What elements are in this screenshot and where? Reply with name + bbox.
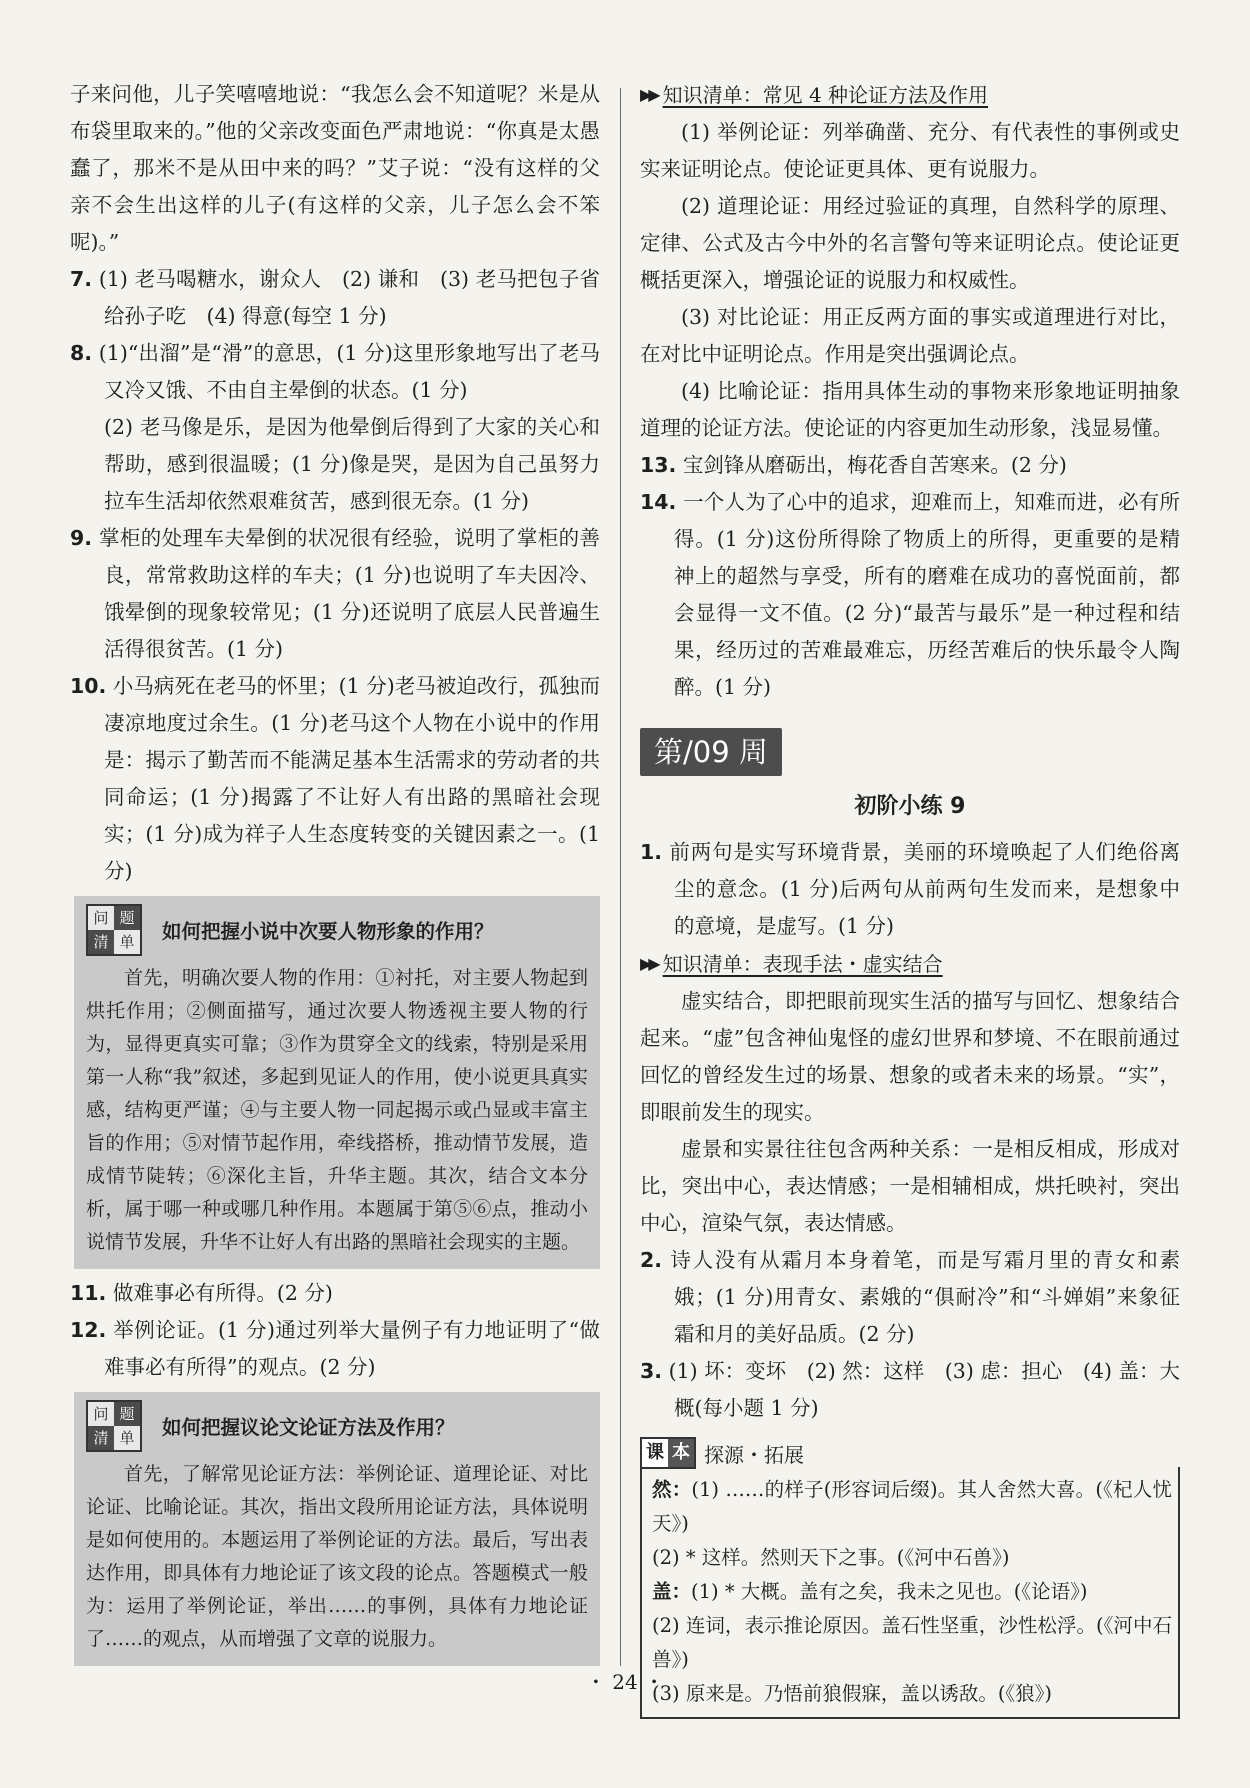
- entry-text: (1) * 大概。盖有之矣，我未之见也。(《论语》): [691, 1580, 1088, 1603]
- tag-char: 清: [88, 1426, 114, 1450]
- tag-char: 清: [88, 930, 114, 954]
- answer-12: [70, 1312, 600, 1386]
- answer-text: 前两句是实写环境背景，美丽的环境唤起了人们绝俗离尘的意念。(1 分)后两句从前两句生发而来，是想象中的意境，是虚写。(1 分): [669, 840, 1180, 938]
- extension-line: [652, 1473, 1172, 1541]
- box-title: 如何把握议论文论证方法及作用？: [162, 1416, 455, 1439]
- practice-answer-3: [640, 1353, 1180, 1427]
- answer-13: [640, 447, 1180, 484]
- practice-answer-2: [640, 1242, 1180, 1353]
- box-header: [86, 1400, 588, 1452]
- double-arrow-icon: ▶▶: [640, 85, 657, 104]
- tag-char: 本: [668, 1439, 694, 1467]
- tag-char: 单: [114, 930, 140, 954]
- extension-line: (2) * 这样。然则天下之事。(《河中石兽》): [652, 1546, 1010, 1569]
- answer-number: 1.: [640, 840, 663, 864]
- knowledge-list-title: 知识清单：表现手法・虚实结合: [662, 952, 943, 976]
- method-2: (2) 道理论证：用经过验证的真理，自然科学的原理、定律、公式及古今中外的名言警句等来证明论点。使论证更概括更深入，增强论证的说服力和权威性。: [640, 194, 1180, 292]
- answer-number: 14.: [640, 490, 677, 514]
- knowledge-list-heading: [640, 947, 1180, 981]
- answer-number: 12.: [70, 1318, 107, 1342]
- question-list-box-novel: [74, 896, 600, 1269]
- question-list-box-argument: [74, 1392, 600, 1666]
- answer-10: [70, 668, 600, 890]
- answer-number: 2.: [640, 1248, 663, 1272]
- practice-answer-1: [640, 834, 1180, 945]
- tag-char: 单: [114, 1426, 140, 1450]
- knowledge-list-heading: [640, 78, 1180, 112]
- answer-14: [640, 484, 1180, 706]
- method-4: (4) 比喻论证：指用具体生动的事物来形象地证明抽象道理的论证方法。使论证的内容更加生动形象，浅显易懂。: [640, 379, 1180, 440]
- double-arrow-icon: ▶▶: [640, 954, 657, 973]
- entry-word: 然：: [652, 1478, 692, 1501]
- answer-number: 8.: [70, 341, 93, 365]
- answer-text: 掌柜的处理车夫晕倒的状况很有经验，说明了掌柜的善良，常常救助这样的车夫；(1 分)也说明了车夫因冷、饿晕倒的现象较常见；(1 分)还说明了底层人民普遍生活得很贫苦。(1 分): [98, 526, 600, 661]
- page-number: ・ 24 ・: [585, 1670, 665, 1694]
- textbook-extension-title: 探源・拓展: [704, 1442, 804, 1467]
- answer-9: [70, 520, 600, 668]
- answer-text: 举例论证。(1 分)通过列举大量例子有力地证明了“做难事必有所得”的观点。(2 分): [104, 1318, 600, 1379]
- section-title: 初阶小练 9: [854, 794, 966, 819]
- knowledge-text: 虚景和实景往往包含两种关系：一是相反相成，形成对比，突出中心，表达情感；一是相辅相成，烘托映衬，突出中心，渲染气氛，表达情感。: [640, 1137, 1180, 1235]
- box-header: [86, 904, 588, 956]
- answer-8: [70, 335, 600, 409]
- column-divider: [620, 88, 621, 1666]
- entry-text: (1) ……的样子(形容词后缀)。其人舍然大喜。(《杞人忧天》): [652, 1478, 1172, 1535]
- answer-text: 小马病死在老马的怀里；(1 分)老马被迫改行，孤独而凄凉地度过余生。(1 分)老马这个人物在小说中的作用是：揭示了勤苦而不能满足基本生活需求的劳动者的共同命运；(1 分)揭露了不让好人有出路的黑暗社会现实；(1 分)成为祥子人生态度转变的关键因素之一。(1 分): [104, 674, 600, 883]
- entry-word: 盖：: [652, 1580, 692, 1603]
- box-body: 首先，明确次要人物的作用：①衬托，对主要人物起到烘托作用；②侧面描写，通过次要人物透视主要人物的行为，显得更真实可靠；③作为贯穿全文的线索，特别是采用第一人称“我”叙述，多起到见证人的作用，使小说更具真实感，结构更严谨；④与主要人物一同起揭示或凸显或丰富主旨的作用；⑤对情节起作用，牵线搭桥，推动情节发展，造成情节陡转；⑥深化主旨，升华主题。其次，结合文本分析，属于哪一种或哪几种作用。本题属于第⑤⑥点，推动小说情节发展，升华不让好人有出路的黑暗社会现实的主题。: [86, 967, 588, 1253]
- answer-text: (1)“出溜”是“滑”的意思，(1 分)这里形象地写出了老马又冷又饿、不由自主晕倒的状态。(1 分): [98, 341, 600, 402]
- textbook-tag: [640, 1437, 696, 1469]
- answer-text: 宝剑锋从磨砺出，梅花香自苦寒来。(2 分): [682, 453, 1067, 477]
- answer-number: 7.: [70, 267, 93, 291]
- tag-char: 问: [88, 1402, 114, 1426]
- tag-char: 课: [642, 1439, 668, 1467]
- question-list-tag: [86, 1400, 142, 1452]
- answer-text: (1) 老马喝糖水，谢众人 (2) 谦和 (3) 老马把包子省给孙子吃 (4) 得意(每空 1 分): [98, 267, 600, 328]
- knowledge-list-title: 知识清单：常见 4 种论证方法及作用: [662, 83, 989, 107]
- tag-char: 题: [114, 1402, 140, 1426]
- answer-text: (1) 坏：变坏 (2) 然：这样 (3) 虑：担心 (4) 盖：大概(每小题 1 分): [668, 1359, 1180, 1420]
- answer-text: 诗人没有从霜月本身着笔，而是写霜月里的青女和素娥；(1 分)用青女、素娥的“俱耐冷”和“斗婵娟”来象征霜和月的美好品质。(2 分): [670, 1248, 1180, 1346]
- answer-number: 10.: [70, 674, 107, 698]
- box-title: 如何把握小说中次要人物形象的作用？: [162, 920, 494, 943]
- left-column: [70, 76, 600, 1672]
- answer-number: 9.: [70, 526, 93, 550]
- tag-char: 题: [114, 906, 140, 930]
- answer-text: 做难事必有所得。(2 分): [112, 1281, 333, 1305]
- right-column: [640, 76, 1180, 1719]
- answer-text: 一个人为了心中的追求，迎难而上，知难而进，必有所得。(1 分)这份所得除了物质上的所得，更重要的是精神上的超然与享受，所有的磨难在成功的喜悦面前，都会显得一文不值。(2 分)“最苦与最乐”是一种过程和结果，经历过的苦难最难忘，历经苦难后的快乐最令人陶醉。(1 分): [674, 490, 1180, 699]
- answer-number: 3.: [640, 1359, 663, 1383]
- answer-number: 13.: [640, 453, 677, 477]
- box-body: 首先，了解常见论证方法：举例论证、道理论证、对比论证、比喻论证。其次，指出文段所用论证方法，具体说明是如何使用的。本题运用了举例论证的方法。最后，写出表达作用，即具体有力地论证了该文段的论点。答题模式一般为：运用了举例论证，举出……的事例，具体有力地论证了……的观点，从而增强了文章的说服力。: [86, 1463, 588, 1650]
- textbook-extension-header: [640, 1437, 1180, 1469]
- tag-char: 问: [88, 906, 114, 930]
- question-list-tag: [86, 904, 142, 956]
- answer-8-part-2: (2) 老马像是乐，是因为他晕倒后得到了大家的关心和帮助，感到很温暖；(1 分)像是哭，是因为自己虽努力拉车生活却依然艰难贫苦，感到很无奈。(1 分): [104, 415, 600, 513]
- method-3: (3) 对比论证：用正反两方面的事实或道理进行对比，在对比中证明论点。作用是突出强调论点。: [640, 305, 1180, 366]
- answer-7: [70, 261, 600, 335]
- knowledge-text: 虚实结合，即把眼前现实生活的描写与回忆、想象结合起来。“虚”包含神仙鬼怪的虚幻世界和梦境、不在眼前通过回忆的曾经发生过的场景、想象的或者未来的场景。“实”，即眼前发生的现实。: [640, 989, 1180, 1124]
- continued-text: 子来问他，儿子笑嘻嘻地说：“我怎么会不知道呢？米是从布袋里取来的。”他的父亲改变面色严肃地说：“你真是太愚蠢了，那米不是从田中来的吗？”艾子说：“没有这样的父亲不会生出这样的儿子(有这样的父亲，儿子怎么会不笨呢)。”: [70, 82, 600, 254]
- extension-line: [652, 1575, 1172, 1609]
- answer-number: 11.: [70, 1281, 107, 1305]
- answer-11: [70, 1275, 600, 1312]
- extension-line: (3) 原来是。乃悟前狼假寐，盖以诱敌。(《狼》): [652, 1682, 1053, 1705]
- extension-line: (2) 连词，表示推论原因。盖石性坚重，沙性松浮。(《河中石兽》): [652, 1614, 1172, 1671]
- method-1: (1) 举例论证：列举确凿、充分、有代表性的事例或史实来证明论点。使论证更具体、更有说服力。: [640, 120, 1180, 181]
- week-banner: 第/09 周: [640, 728, 782, 776]
